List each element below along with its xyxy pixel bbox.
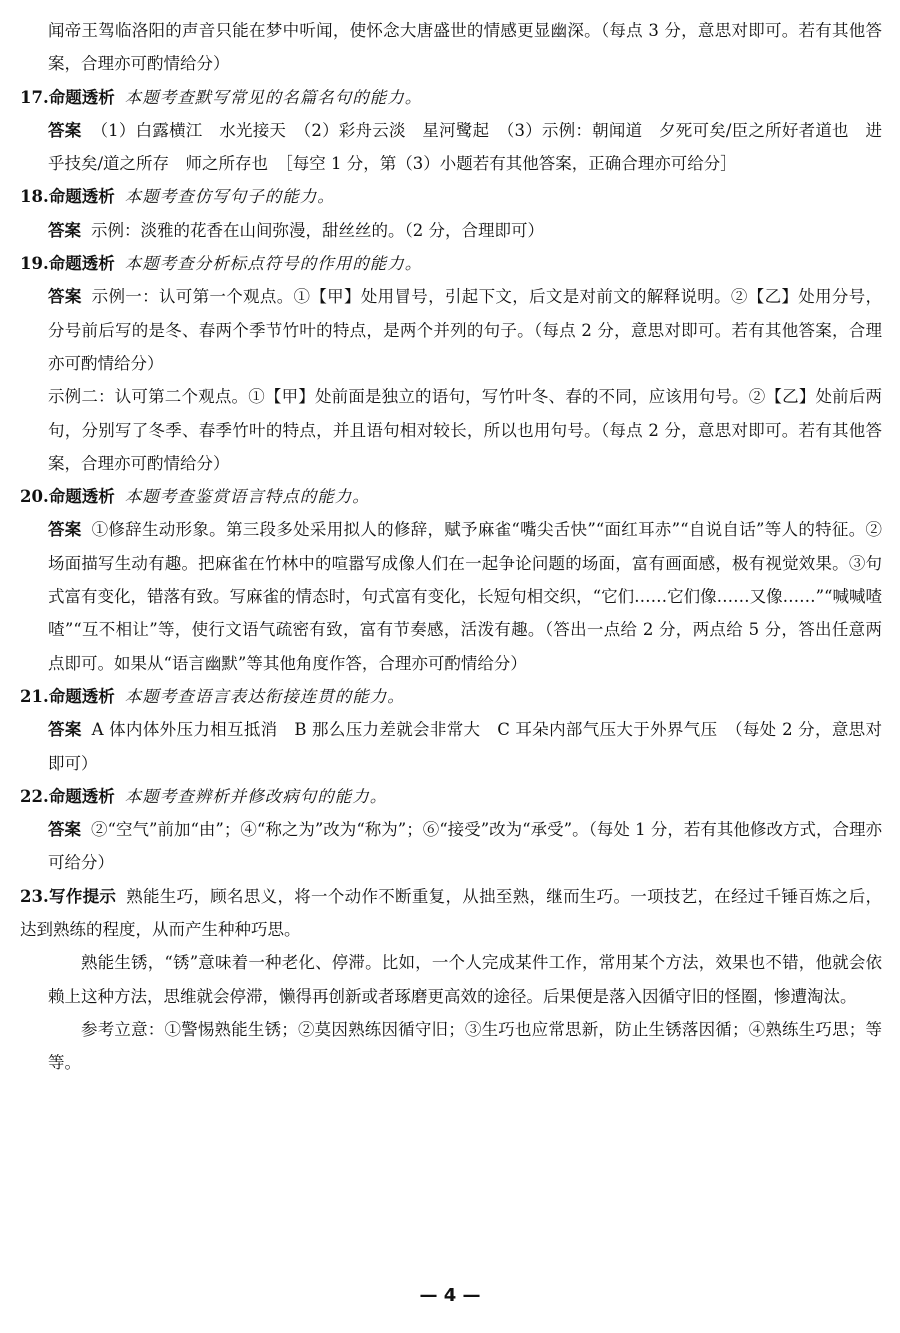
q16-answer-continuation: 闻帝王驾临洛阳的声音只能在梦中听闻，使怀念大唐盛世的情感更显幽深。（每点 3 分，意思对即可。若有其他答案，合理亦可酌情给分）: [48, 21, 882, 74]
q23-paragraph-2: 熟能生锈，“锈”意味着一种老化、停滞。比如，一个人完成某件工作，常用某个方法，效果也不错，他就会依赖上这种方法，思维就会停滞，懒得再创新或者琢磨更高效的途径。后果便是落入因循守旧的怪圈，惨遭淘汰。: [48, 953, 882, 1006]
q19-answer-text: 示例一：认可第一个观点。①【甲】处用冒号，引起下文，后文是对前文的解释说明。②【乙】处用分号，分号前后写的是冬、春两个季节竹叶的特点，是两个并列的句子。（每点 2 分，意思对即可。若有其他答案，合理亦可酌情给分）: [48, 287, 883, 373]
answer-label: 答案: [48, 120, 82, 140]
q23-paragraph-3: 参考立意：①警惕熟能生锈；②莫因熟练因循守旧；③生巧也应常思新，防止生锈落因循；④熟练生巧思；等等。: [48, 1019, 882, 1073]
analysis-label: 命题透析: [48, 487, 115, 507]
q17-analysis-text: 本题考查默写常见的名篇名句的能力。: [124, 87, 423, 107]
q18-answer-text: 示例：淡雅的花香在山间弥漫，甜丝丝的。（2 分，合理即可）: [91, 220, 544, 240]
answer-label: 答案: [48, 220, 81, 240]
q22-analysis: [20, 780, 882, 813]
q19-answer-example-2: 示例二：认可第二个观点。①【甲】处前面是独立的语句，写竹叶冬、春的不同，应该用句号。②【乙】处前后两句，分别写了冬季、春季竹叶的特点，并且语句相对较长，所以也用句号。（每点 2 分，意思对即可。若有其他答案，合理亦可酌情给分）: [48, 387, 882, 473]
analysis-label: 命题透析: [48, 686, 115, 706]
answer-label: 答案: [48, 287, 82, 307]
q18-answer: [20, 214, 882, 247]
analysis-label: 命题透析: [48, 187, 115, 207]
answer-label: 答案: [48, 720, 82, 740]
q22-answer: [20, 813, 882, 880]
analysis-label: 命题透析: [48, 786, 115, 806]
q22-answer-text: ②“空气”前加“由”；④“称之为”改为“称为”；⑥“接受”改为“承受”。（每处 1 分，若有其他修改方式，合理亦可给分）: [48, 820, 883, 873]
q21-analysis-text: 本题考查语言表达衔接连贯的能力。: [124, 686, 405, 706]
q20-answer-text: ①修辞生动形象。第三段多处采用拟人的修辞，赋予麻雀“嘴尖舌快”“面红耳赤”“自说自话”等人的特征。②场面描写生动有趣。把麻雀在竹林中的喧嚣写成像人们在一起争论问题的场面，富有画面感，极有视觉效果。③句式富有变化，错落有致。写麻雀的情态时，句式富有变化，长短句相交织，“它们……它们像……又像……”“喊喊喳喳”“互不相让”等，使行文语气疏密有致，富有节奏感，活泼有趣。（答出一点给 2 分，两点给 5 分，答出任意两点即可。如果从“语言幽默”等其他角度作答，合理亦可酌情给分）: [48, 520, 882, 673]
answer-label: 答案: [48, 520, 82, 540]
analysis-label: 命题透析: [48, 254, 115, 274]
q22-number: 22.: [20, 786, 49, 806]
q19-number: 19.: [20, 254, 49, 274]
q20-analysis-text: 本题考查鉴赏语言特点的能力。: [124, 487, 370, 507]
q18-analysis-text: 本题考查仿写句子的能力。: [124, 187, 335, 207]
answer-key-content: [20, 14, 882, 1080]
writing-tip-label: 写作提示: [48, 886, 117, 906]
q18-number: 18.: [20, 187, 49, 207]
q17-analysis: [20, 81, 882, 114]
q22-analysis-text: 本题考查辨析并修改病句的能力。: [124, 786, 388, 806]
q20-number: 20.: [20, 487, 49, 507]
page-number: — 4 —: [419, 1285, 481, 1306]
q19-answer: [20, 280, 882, 380]
q21-analysis: [20, 680, 882, 713]
q21-answer: [20, 713, 882, 780]
q21-number: 21.: [20, 686, 49, 706]
q17-number: 17.: [20, 87, 49, 107]
q23-number: 23.: [20, 886, 49, 906]
q19-analysis-text: 本题考查分析标点符号的作用的能力。: [124, 254, 423, 274]
q23-writing-tip: [20, 880, 882, 947]
q20-answer: [20, 513, 882, 679]
q17-answer: [20, 114, 882, 181]
q21-answer-text: A 体内体外压力相互抵消 B 那么压力差就会非常大 C 耳朵内部气压大于外界气压 （每处 2 分，意思对即可）: [48, 720, 883, 773]
q20-analysis: [20, 480, 882, 513]
analysis-label: 命题透析: [48, 87, 115, 107]
answer-label: 答案: [48, 820, 82, 840]
q17-answer-text: （1）白露横江 水光接天 （2）彩舟云淡 星河鹭起 （3）示例：朝闻道 夕死可矣/臣之所好者道也 进乎技矣/道之所存 师之所存也 ［每空 1 分，第（3）小题若有其他答案，正确合理亦可给分］: [48, 120, 882, 174]
q18-analysis: [20, 180, 882, 213]
q23-tip-text: 熟能生巧，顾名思义，将一个动作不断重复，从拙至熟，继而生巧。一项技艺，在经过千锤百炼之后，达到熟练的程度，从而产生种种巧思。: [20, 886, 883, 940]
q19-analysis: [20, 247, 882, 280]
